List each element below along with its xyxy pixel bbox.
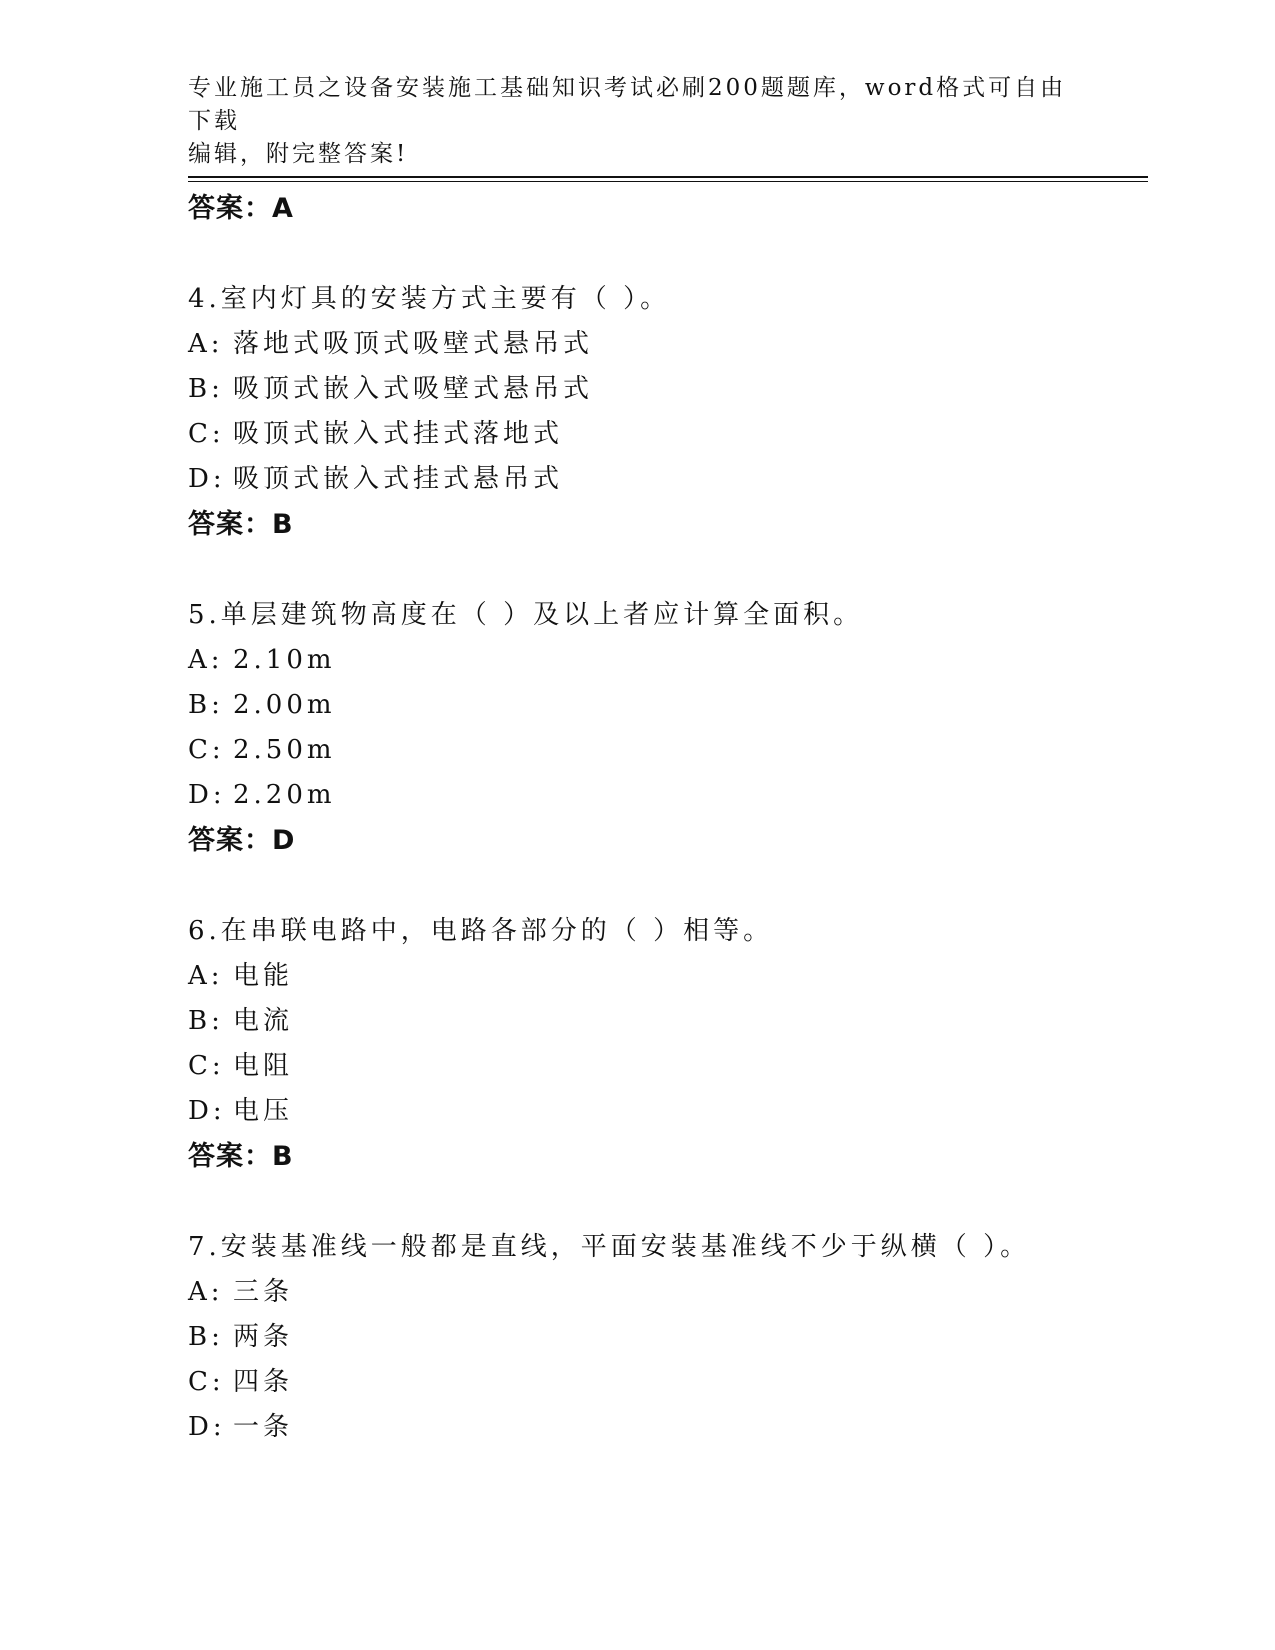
option-a: [188, 1270, 1148, 1315]
option-text: 2.10m: [233, 645, 336, 675]
option-text: 2.50m: [233, 735, 336, 765]
option-b: [188, 1315, 1148, 1360]
option-text: 吸顶式嵌入式挂式落地式: [233, 419, 564, 449]
option-text: 电压: [233, 1096, 294, 1126]
answer-line: 答案：B: [188, 509, 294, 540]
option-text: 四条: [233, 1367, 294, 1397]
option-label: A:: [188, 1277, 224, 1307]
option-c: [188, 412, 1148, 457]
question-item: [188, 909, 1148, 1179]
header-rule-thick: [188, 176, 1148, 178]
option-a: [188, 322, 1148, 367]
option-label: D:: [188, 1096, 226, 1126]
document-header: [188, 72, 1088, 171]
answer-line: 答案：A: [188, 193, 294, 224]
option-a: [188, 638, 1148, 683]
option-text: 电阻: [233, 1051, 294, 1081]
question-stem: 7.安装基准线一般都是直线，平面安装基准线不少于纵横（ ）。: [188, 1232, 1031, 1262]
option-text: 电流: [233, 1006, 294, 1036]
option-text: 吸顶式嵌入式吸壁式悬吊式: [233, 374, 594, 404]
option-d: [188, 1405, 1148, 1450]
option-label: D:: [188, 780, 226, 810]
option-text: 落地式吸顶式吸壁式悬吊式: [233, 329, 594, 359]
option-label: C:: [188, 419, 225, 449]
option-d: [188, 773, 1148, 818]
option-label: A:: [188, 329, 224, 359]
option-c: [188, 1044, 1148, 1089]
option-c: [188, 728, 1148, 773]
option-label: C:: [188, 735, 225, 765]
option-label: A:: [188, 645, 224, 675]
option-label: B:: [188, 690, 224, 720]
option-text: 一条: [233, 1412, 294, 1442]
option-text: 两条: [233, 1322, 294, 1352]
option-text: 三条: [233, 1277, 294, 1307]
header-rule-thin: [188, 181, 1148, 182]
option-label: D:: [188, 464, 226, 494]
option-c: [188, 1360, 1148, 1405]
option-text: 电能: [233, 961, 294, 991]
option-label: B:: [188, 1322, 224, 1352]
question-item: [188, 1225, 1148, 1450]
option-text: 2.00m: [233, 690, 336, 720]
option-label: D:: [188, 1412, 226, 1442]
option-label: C:: [188, 1051, 225, 1081]
answer-line: 答案：D: [188, 825, 296, 856]
answer-line: 答案：B: [188, 1141, 294, 1172]
option-b: [188, 683, 1148, 728]
option-label: A:: [188, 961, 224, 991]
header-line-1: 专业施工员之设备安装施工基础知识考试必刷200题题库，word格式可自由下载: [188, 75, 1067, 134]
question-item: [188, 277, 1148, 547]
option-label: B:: [188, 374, 224, 404]
question-stem: 4.室内灯具的安装方式主要有（ ）。: [188, 284, 671, 314]
option-text: 吸顶式嵌入式挂式悬吊式: [233, 464, 564, 494]
option-label: C:: [188, 1367, 225, 1397]
option-b: [188, 999, 1148, 1044]
option-d: [188, 1089, 1148, 1134]
question-list: [188, 186, 1148, 1496]
question-stem: 5.单层建筑物高度在（ ）及以上者应计算全面积。: [188, 600, 864, 630]
header-line-2: 编辑，附完整答案!: [188, 141, 409, 167]
option-d: [188, 457, 1148, 502]
question-stem: 6.在串联电路中，电路各部分的（ ）相等。: [188, 916, 774, 946]
option-text: 2.20m: [233, 780, 336, 810]
question-item: [188, 593, 1148, 863]
option-b: [188, 367, 1148, 412]
option-a: [188, 954, 1148, 999]
option-label: B:: [188, 1006, 224, 1036]
